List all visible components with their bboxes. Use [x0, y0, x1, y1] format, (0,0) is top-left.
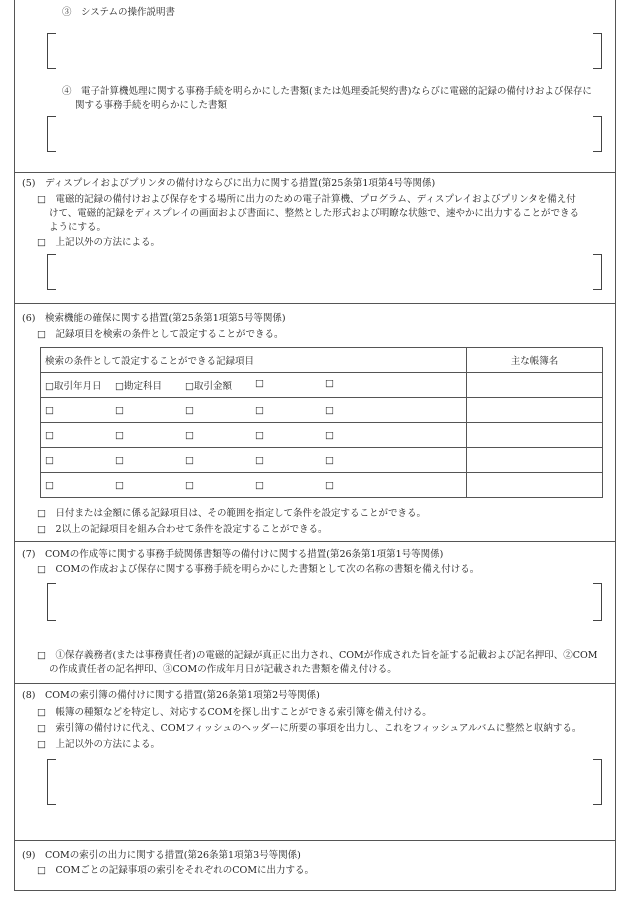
section-6-note-2[interactable]: □ 2以上の記録項目を組み合わせて条件を設定することができる。	[37, 524, 328, 535]
checkbox-blank[interactable]: □	[115, 429, 124, 441]
book-name-cell[interactable]	[467, 473, 603, 498]
checkbox-blank[interactable]: □	[45, 479, 54, 491]
table-row	[41, 448, 603, 473]
bracket-left	[47, 33, 56, 69]
checkbox-account-title[interactable]: □勘定科目	[115, 381, 162, 392]
section-5-option-1-line3: ようにする。	[49, 222, 107, 233]
checkbox-blank[interactable]: □	[185, 454, 194, 466]
item-3-input[interactable]	[56, 34, 592, 66]
bracket-right	[593, 759, 602, 805]
section-7-option-2-line1[interactable]: □ ①保存義務者(または事務責任者)の電磁的記録が真正に出力され、COMが作成された旨を証する記載および記名押印、②COM	[37, 650, 598, 661]
table-row	[41, 373, 603, 398]
checkbox-blank[interactable]: □	[45, 404, 54, 416]
book-name-cell[interactable]	[467, 423, 603, 448]
section-divider	[14, 541, 615, 542]
table-row	[41, 473, 603, 498]
checkbox-blank[interactable]: □	[325, 404, 334, 416]
checkbox-transaction-date[interactable]: □取引年月日	[45, 381, 102, 392]
checkbox-blank[interactable]: □	[45, 454, 54, 466]
bracket-right	[593, 583, 602, 621]
section-8-option-2[interactable]: □ 索引簿の備付けに代え、COMフィッシュのヘッダーに所要の事項を出力し、これをフィッシュアルバムに整然と収納する。	[37, 723, 582, 734]
section-8-option-3[interactable]: □ 上記以外の方法による。	[37, 739, 160, 750]
checkbox-blank[interactable]: □	[255, 479, 264, 491]
section-5-option-2[interactable]: □ 上記以外の方法による。	[37, 237, 160, 248]
section-9-title: (9) COMの索引の出力に関する措置(第26条第1項第3号等関係)	[22, 850, 301, 861]
section-5-option-1-line2: けて、電磁的記録をディスプレイの画面および書面に、整然とした形式および明瞭な状態で、速やかに出力することができる	[49, 208, 580, 219]
checkbox-blank[interactable]: □	[255, 429, 264, 441]
checkbox-blank[interactable]: □	[115, 404, 124, 416]
checkbox-blank[interactable]: □	[185, 404, 194, 416]
section-5-other-input[interactable]	[56, 255, 592, 287]
section-9-option-1[interactable]: □ COMごとの記録事項の索引をそれぞれのCOMに出力する。	[37, 865, 315, 876]
bracket-left	[47, 254, 56, 290]
checkbox-blank[interactable]: □	[115, 479, 124, 491]
checkbox-blank[interactable]: □	[255, 454, 264, 466]
section-7-option-2-line2: の作成責任者の記名押印、③COMの作成年月日が記載された書類を備え付ける。	[49, 664, 397, 675]
section-divider	[14, 303, 615, 304]
bracket-right	[593, 116, 602, 152]
item-4-input[interactable]	[56, 117, 592, 149]
table-header-books: 主な帳簿名	[467, 348, 603, 373]
section-8-other-input[interactable]	[56, 760, 592, 802]
table-row	[41, 398, 603, 423]
bracket-left	[47, 583, 56, 621]
checkbox-blank[interactable]: □	[185, 429, 194, 441]
table-header-conditions: 検索の条件として設定することができる記録項目	[41, 348, 467, 373]
bracket-right	[593, 254, 602, 290]
checkbox-blank[interactable]: □	[255, 378, 264, 389]
section-8-option-1[interactable]: □ 帳簿の種類などを特定し、対応するCOMを探し出すことができる索引簿を備え付ける。	[37, 707, 432, 718]
item-3-label: ③ システムの操作説明書	[62, 7, 176, 18]
checkbox-blank[interactable]: □	[255, 404, 264, 416]
book-name-cell[interactable]	[467, 373, 603, 398]
book-name-cell[interactable]	[467, 398, 603, 423]
bracket-right	[593, 33, 602, 69]
item-4-label-line2: 関する事務手続を明らかにした書類	[75, 100, 228, 111]
book-name-cell[interactable]	[467, 448, 603, 473]
section-divider	[14, 172, 615, 173]
section-6-option-1[interactable]: □ 記録項目を検索の条件として設定することができる。	[37, 329, 284, 340]
checkbox-blank[interactable]: □	[115, 454, 124, 466]
table-row	[41, 423, 603, 448]
section-8-title: (8) COMの索引簿の備付けに関する措置(第26条第1項第2号等関係)	[22, 690, 320, 701]
checkbox-blank[interactable]: □	[325, 479, 334, 491]
section-divider	[14, 840, 615, 841]
checkbox-blank[interactable]: □	[325, 454, 334, 466]
section-6-note-1[interactable]: □ 日付または金額に係る記録項目は、その範囲を指定して条件を設定することができる。	[37, 508, 426, 519]
checkbox-transaction-amount[interactable]: □取引金額	[185, 381, 232, 392]
table-header-row	[41, 348, 603, 373]
bracket-left	[47, 759, 56, 805]
checkbox-blank[interactable]: □	[185, 479, 194, 491]
bracket-left	[47, 116, 56, 152]
checkbox-blank[interactable]: □	[45, 429, 54, 441]
section-5-option-1-line1[interactable]: □ 電磁的記録の備付けおよび保存をする場所に出力のための電子計算機、プログラム、ディスプレイおよびプリンタを備え付	[37, 194, 576, 205]
section-5-title: (5) ディスプレイおよびプリンタの備付けならびに出力に関する措置(第25条第1項第4号等関係)	[22, 178, 436, 189]
section-7-title: (7) COMの作成等に関する事務手続関係書類等の備付けに関する措置(第26条第1項第1号等関係)	[22, 549, 444, 560]
checkbox-blank[interactable]: □	[325, 378, 334, 389]
search-conditions-table	[40, 347, 603, 498]
section-6-title: (6) 検索機能の確保に関する措置(第25条第1項第5号等関係)	[22, 313, 286, 324]
section-divider	[14, 683, 615, 684]
section-7-option-1[interactable]: □ COMの作成および保存に関する事務手続を明らかにした書類として次の名称の書類を備え付ける。	[37, 564, 480, 575]
checkbox-blank[interactable]: □	[325, 429, 334, 441]
section-7-document-name-input[interactable]	[56, 584, 592, 618]
item-4-label-line1: ④ 電子計算機処理に関する事務手続を明らかにした書類(または処理委託契約書)ならびに電磁的記録の備付けおよび保存に	[62, 86, 592, 97]
